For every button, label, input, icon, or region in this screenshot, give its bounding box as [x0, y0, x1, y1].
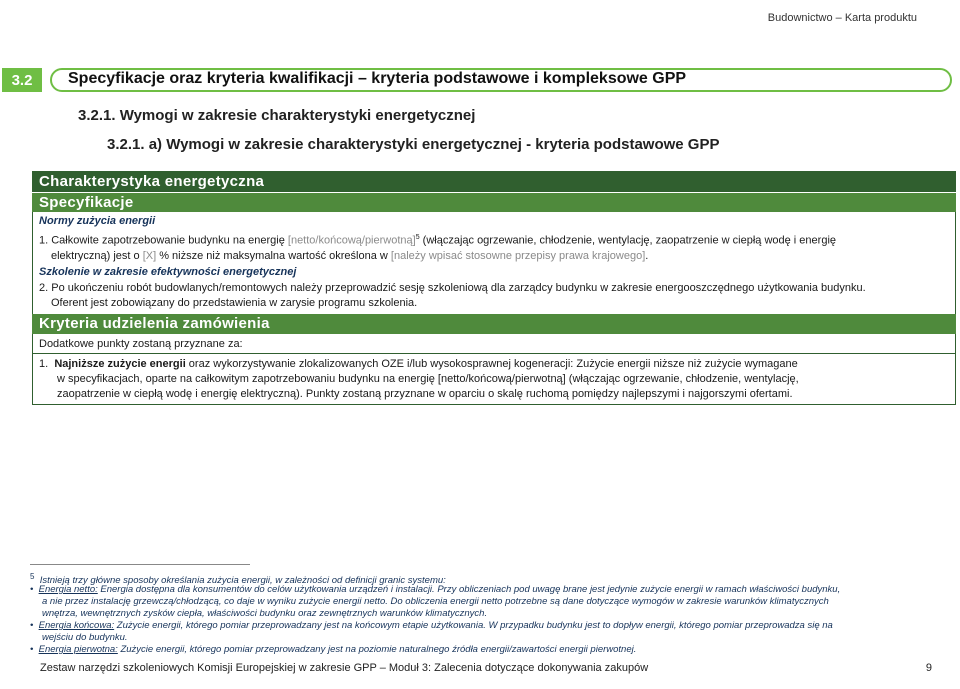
footnote-bullet-3: • Energia pierwotna: Zużycie energii, którego pomiar przeprowadzany jest na poziomie naturalnego źródła energii/zawartości energii pierwotnej. [30, 644, 637, 655]
award-criteria-bar: Kryteria udzielenia zamówienia [32, 314, 956, 334]
specifications-bar: Specyfikacje [32, 193, 956, 212]
b2-text-b: wejściu do budynku. [42, 632, 128, 643]
section-header [2, 68, 952, 92]
p2-text-b: Oferent jest zobowiązany do przedstawienia w zarysie programu szkolenia. [51, 297, 418, 309]
p1-placeholder-law: [należy wpisać stosowne przepisy prawa krajowego] [390, 249, 646, 262]
footer-text: Zestaw narzędzi szkoleniowych Komisji Europejskiej w zakresie GPP – Moduł 3: Zalecenia dotyczące dokonywania zakupów [40, 662, 649, 674]
training-heading: Szkolenie w zakresie efektywności energetycznej [39, 266, 297, 278]
b3-text-a: Zużycie energii, którego pomiar przeprowadzany jest na poziomie naturalnego źródła energii/zawartości energii pierwotnej. [117, 644, 637, 655]
p2-text-a: 2. Po ukończeniu robót budowlanych/remontowych należy przeprowadzić sesję szkoleniową dla zarządcy budynku w zakresie energooszczędnego użytkowania budynku. [39, 282, 866, 294]
b2-text-a: Zużycie energii, którego pomiar przeprowadzany jest na końcowym etapie użytkowania. W przypadku budynku jest to dopływ energii, którego pomiar przeprowadza się na [114, 620, 833, 631]
p1-text-d: % niższe niż maksymalna wartość określona w [156, 249, 391, 262]
spec-paragraph-1 [39, 230, 951, 264]
k1-bold-term: Najniższe zużycie energii [54, 358, 186, 370]
p1-text-e: . [645, 249, 649, 262]
footnote-intro-text: Istnieją trzy główne sposoby określania zużycia energii, w zależności od definicji granic systemu: [39, 575, 446, 587]
p1-text-b: (włączając ogrzewanie, chłodzenie, wentylację, zaopatrzenie w ciepłą wodę i energię [419, 234, 837, 247]
k1-text-c: zaopatrzenie w ciepłą wodę i energię elektryczną). Punkty zostaną przyznane w oparciu o skalę ruchomą pomiędzy najlepszymi i najgorszymi ofertami. [57, 388, 793, 400]
header-product-label: Budownictwo – Karta produktu [767, 12, 917, 24]
section-title: Specyfikacje oraz kryteria kwalifikacji – kryteria podstawowe i kompleksowe GPP [68, 70, 687, 87]
term-primary-energy: Energia pierwotna: [38, 644, 118, 655]
energy-norms-heading: Normy zużycia energii [39, 215, 156, 227]
b1-text-a: Energia dostępna dla konsumentów do celów użytkowania urządzeń i instalacji. Przy obliczeniach pod uwagę brane jest jedynie zużycie energii w ramach właściwości budynku, [97, 584, 841, 595]
term-final-energy: Energia końcowa: [38, 620, 115, 631]
section-number: 3.2 [2, 68, 42, 92]
award-intro: Dodatkowe punkty zostaną przyznane za: [39, 338, 243, 350]
b1-text-c: wnętrza, wewnętrznych zysków ciepła, właściwości budynku oraz zewnętrznych warunków klimatycznych. [42, 608, 488, 619]
footnote-bullet-2: • Energia końcowa: Zużycie energii, którego pomiar przeprowadzany jest na końcowym etapie użytkowania. W przypadku budynku jest to dopływ energii, którego pomiar przeprowadza się na wejściu do budynku. [30, 620, 930, 644]
footnote-divider [30, 564, 250, 565]
footnote-ref: 5 [415, 234, 420, 241]
k1-number: 1. [39, 358, 49, 370]
subsubsection-heading: 3.2.1. a) Wymogi w zakresie charakterystyki energetycznej - kryteria podstawowe GPP [107, 136, 720, 153]
k1-text-a: oraz wykorzystywanie zlokalizowanych OZE i/lub wysokosprawnej kogeneracji: Zużycie energii niższe niż zużycie wymagane [185, 358, 798, 370]
footnote-number: 5 [30, 572, 35, 581]
divider [33, 353, 955, 354]
table-title-bar: Charakterystyka energetyczna [32, 171, 956, 192]
p1-placeholder-energy-type: [netto/końcową/pierwotną] [287, 234, 416, 247]
p1-placeholder-x: [X] [142, 249, 157, 262]
footnote-bullet-1: • Energia netto: Energia dostępna dla konsumentów do celów użytkowania urządzeń i instalacji. Przy obliczeniach pod uwagę brane jest jedynie zużycie energii w ramach właściwości budynku, a nie przez instalację grzewczą/chłodzącą, co daje w wyniku zużycie energii netto. Do obliczenia energii netto potrzebne są dane dotyczące wymogów w zakresie warunków klimatycznych wnętrza, wewnętrznych zysków ciepła, właściwości budynku oraz zewnętrznych warunków klimatycznych. [30, 584, 930, 620]
spec-paragraph-2 [39, 281, 951, 311]
page-number: 9 [925, 662, 932, 674]
term-net-energy: Energia netto: [38, 584, 98, 595]
award-criterion-1 [39, 357, 951, 402]
subsection-heading: 3.2.1. Wymogi w zakresie charakterystyki energetycznej [78, 107, 476, 124]
b1-text-b: a nie przez instalację grzewczą/chłodzącą, co daje w wyniku zużycie energii netto. Do obliczenia energii netto potrzebne są dane dotyczące wymogów w zakresie warunków klimatycznych [42, 596, 829, 607]
p1-text-a: 1. Całkowite zapotrzebowanie budynku na energię [39, 234, 288, 247]
p1-text-c: elektryczną) jest o [51, 249, 143, 262]
k1-text-b: w specyfikacjach, oparte na całkowitym zapotrzebowaniu budynku na energię [netto/końcową/pierwotną] (włączając ogrzewanie, chłodzenie, wentylację, [57, 373, 799, 385]
